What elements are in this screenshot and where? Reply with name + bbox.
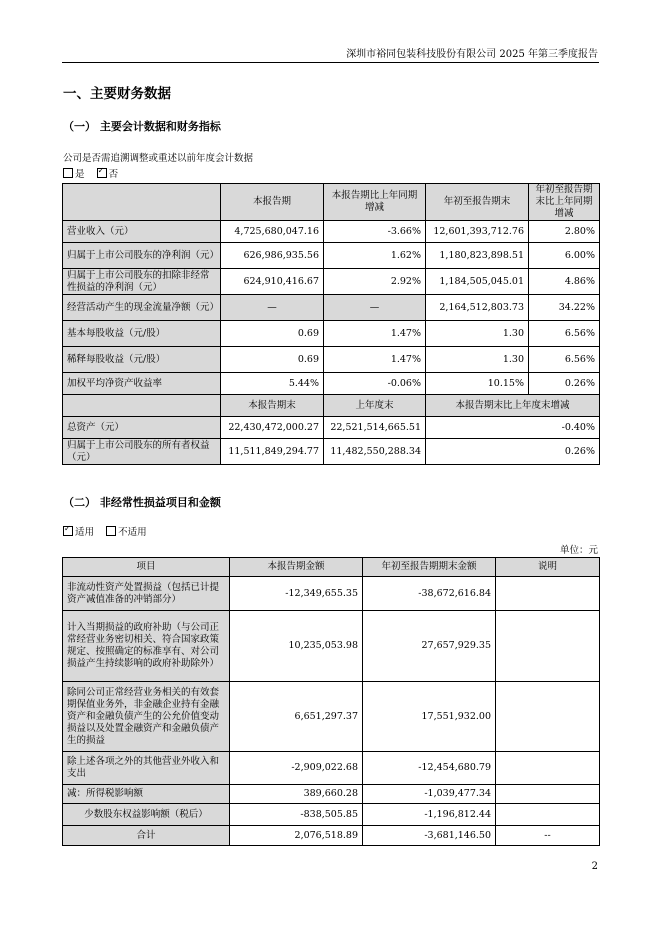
applicable-options bbox=[63, 524, 147, 538]
cell: 6.56% bbox=[529, 321, 600, 347]
cell: -12,349,655.35 bbox=[230, 577, 363, 611]
cell: 4,725,680,047.16 bbox=[221, 221, 324, 243]
table-row bbox=[63, 321, 600, 347]
table-row bbox=[63, 785, 600, 804]
cell: 6.00% bbox=[529, 243, 600, 269]
cell: 22,430,472,000.27 bbox=[221, 417, 324, 439]
cell: 2,164,512,803.73 bbox=[426, 295, 529, 321]
cell: 17,551,932.00 bbox=[363, 682, 496, 752]
cell bbox=[496, 682, 600, 752]
row-label: 归属于上市公司股东的扣除非经常性损益的净利润（元） bbox=[63, 269, 221, 295]
cell: — bbox=[221, 295, 324, 321]
cell: 1.47% bbox=[324, 321, 426, 347]
table-row bbox=[63, 417, 600, 439]
table-row bbox=[63, 243, 600, 269]
cell: -2,909,022.68 bbox=[230, 752, 363, 785]
page-number: 2 bbox=[591, 861, 598, 872]
header-cell: 项目 bbox=[63, 558, 230, 577]
cell: -1,039,477.34 bbox=[363, 785, 496, 804]
row-label: 非流动性资产处置损益（包括已计提资产减值准备的冲销部分） bbox=[63, 577, 230, 611]
applicable-label: 适用 bbox=[75, 527, 95, 538]
table-row bbox=[63, 295, 600, 321]
table-row bbox=[63, 752, 600, 785]
row-label: 营业收入（元） bbox=[63, 221, 221, 243]
cell: -12,454,680.79 bbox=[363, 752, 496, 785]
table-row bbox=[63, 439, 600, 465]
row-label: 总资产（元） bbox=[63, 417, 221, 439]
header-cell: 上年度末 bbox=[324, 395, 426, 417]
cell: -0.40% bbox=[426, 417, 600, 439]
cell: 1.30 bbox=[426, 321, 529, 347]
cell: 4.86% bbox=[529, 269, 600, 295]
header-cell: 年初至报告期期末金额 bbox=[363, 558, 496, 577]
header-cell: 说明 bbox=[496, 558, 600, 577]
cell: 0.26% bbox=[529, 373, 600, 395]
cell: 1.62% bbox=[324, 243, 426, 269]
cell: -838,505.85 bbox=[230, 804, 363, 826]
table-row bbox=[63, 373, 600, 395]
not-applicable-label: 不适用 bbox=[118, 527, 147, 538]
restate-no-label: 否 bbox=[108, 169, 119, 180]
header-cell: 年初至报告期末 bbox=[426, 184, 529, 221]
row-label: 合计 bbox=[63, 826, 230, 846]
non-recurring-table bbox=[62, 557, 600, 846]
table-row bbox=[63, 611, 600, 682]
cell: 1.30 bbox=[426, 347, 529, 373]
restate-options bbox=[63, 166, 118, 180]
cell: -- bbox=[496, 826, 600, 846]
checkbox-yes-icon bbox=[63, 168, 73, 178]
table-row bbox=[63, 804, 600, 826]
cell: 12,601,393,712.76 bbox=[426, 221, 529, 243]
cell: -38,672,616.84 bbox=[363, 577, 496, 611]
restate-question: 公司是否需追溯调整或重述以前年度会计数据 bbox=[63, 153, 254, 164]
cell: 0.69 bbox=[221, 347, 324, 373]
header-cell: 本报告期末 bbox=[221, 395, 324, 417]
cell: 0.69 bbox=[221, 321, 324, 347]
table-row bbox=[63, 577, 600, 611]
row-label: 归属于上市公司股东的净利润（元） bbox=[63, 243, 221, 269]
checkbox-applicable-icon bbox=[63, 526, 73, 536]
row-label: 稀释每股收益（元/股） bbox=[63, 347, 221, 373]
table-header-row-2 bbox=[63, 395, 600, 417]
cell: -1,196,812.44 bbox=[363, 804, 496, 826]
table-row bbox=[63, 682, 600, 752]
cell bbox=[496, 785, 600, 804]
header-cell: 本报告期比上年同期增减 bbox=[324, 184, 426, 221]
key-financial-table bbox=[62, 183, 600, 465]
header-cell: 年初至报告期末比上年同期增减 bbox=[529, 184, 600, 221]
table-row bbox=[63, 347, 600, 373]
cell: 2.80% bbox=[529, 221, 600, 243]
header-cell bbox=[63, 184, 221, 221]
cell bbox=[496, 804, 600, 826]
subsection-title-1: （一） 主要会计数据和财务指标 bbox=[63, 120, 221, 133]
cell: 11,482,550,288.34 bbox=[324, 439, 426, 465]
cell: 1,180,823,898.51 bbox=[426, 243, 529, 269]
cell: 10,235,053.98 bbox=[230, 611, 363, 682]
cell: 389,660.28 bbox=[230, 785, 363, 804]
row-label: 加权平均净资产收益率 bbox=[63, 373, 221, 395]
row-label: 归属于上市公司股东的所有者权益（元） bbox=[63, 439, 221, 465]
section-title: 一、主要财务数据 bbox=[63, 86, 171, 102]
row-label: 除同公司正常经营业务相关的有效套期保值业务外，非金融企业持有金融资产和金融负债产生的公允价值变动损益以及处置金融资产和金融负债产生的损益 bbox=[63, 682, 230, 752]
restate-yes-label: 是 bbox=[75, 169, 85, 180]
table-row bbox=[63, 269, 600, 295]
unit-label: 单位：元 bbox=[559, 545, 598, 556]
table-header-row bbox=[63, 184, 600, 221]
cell: 22,521,514,665.51 bbox=[324, 417, 426, 439]
header-cell: 本报告期末比上年度末增减 bbox=[426, 395, 600, 417]
header-cell: 本报告期金额 bbox=[230, 558, 363, 577]
subsection-title-2: （二） 非经常性损益项目和金额 bbox=[63, 496, 221, 509]
cell: 34.22% bbox=[529, 295, 600, 321]
cell: 27,657,929.35 bbox=[363, 611, 496, 682]
cell bbox=[496, 577, 600, 611]
header-cell bbox=[63, 395, 221, 417]
cell: -3,681,146.50 bbox=[363, 826, 496, 846]
cell: -0.06% bbox=[324, 373, 426, 395]
cell bbox=[496, 611, 600, 682]
row-label: 减：所得税影响额 bbox=[63, 785, 230, 804]
cell: 5.44% bbox=[221, 373, 324, 395]
cell: 1.47% bbox=[324, 347, 426, 373]
cell: 2.92% bbox=[324, 269, 426, 295]
cell: 0.26% bbox=[426, 439, 600, 465]
cell bbox=[496, 752, 600, 785]
row-label: 经营活动产生的现金流量净额（元） bbox=[63, 295, 221, 321]
checkbox-no-icon bbox=[97, 168, 107, 178]
cell: -3.66% bbox=[324, 221, 426, 243]
table-row bbox=[63, 221, 600, 243]
cell: 624,910,416.67 bbox=[221, 269, 324, 295]
row-label: 少数股东权益影响额（税后） bbox=[63, 804, 230, 826]
header-cell: 本报告期 bbox=[221, 184, 324, 221]
cell: 1,184,505,045.01 bbox=[426, 269, 529, 295]
page-header: 深圳市裕同包装科技股份有限公司 2025 年第三季度报告 bbox=[346, 49, 598, 60]
cell: 626,986,935.56 bbox=[221, 243, 324, 269]
table-total-row bbox=[63, 826, 600, 846]
cell: — bbox=[324, 295, 426, 321]
cell: 6,651,297.37 bbox=[230, 682, 363, 752]
cell: 10.15% bbox=[426, 373, 529, 395]
row-label: 基本每股收益（元/股） bbox=[63, 321, 221, 347]
table-header-row bbox=[63, 558, 600, 577]
cell: 6.56% bbox=[529, 347, 600, 373]
checkbox-not-applicable-icon bbox=[106, 526, 116, 536]
header-divider bbox=[62, 62, 599, 63]
row-label: 除上述各项之外的其他营业外收入和支出 bbox=[63, 752, 230, 785]
cell: 2,076,518.89 bbox=[230, 826, 363, 846]
cell: 11,511,849,294.77 bbox=[221, 439, 324, 465]
row-label: 计入当期损益的政府补助（与公司正常经营业务密切相关、符合国家政策规定、按照确定的标准享有、对公司损益产生持续影响的政府补助除外） bbox=[63, 611, 230, 682]
